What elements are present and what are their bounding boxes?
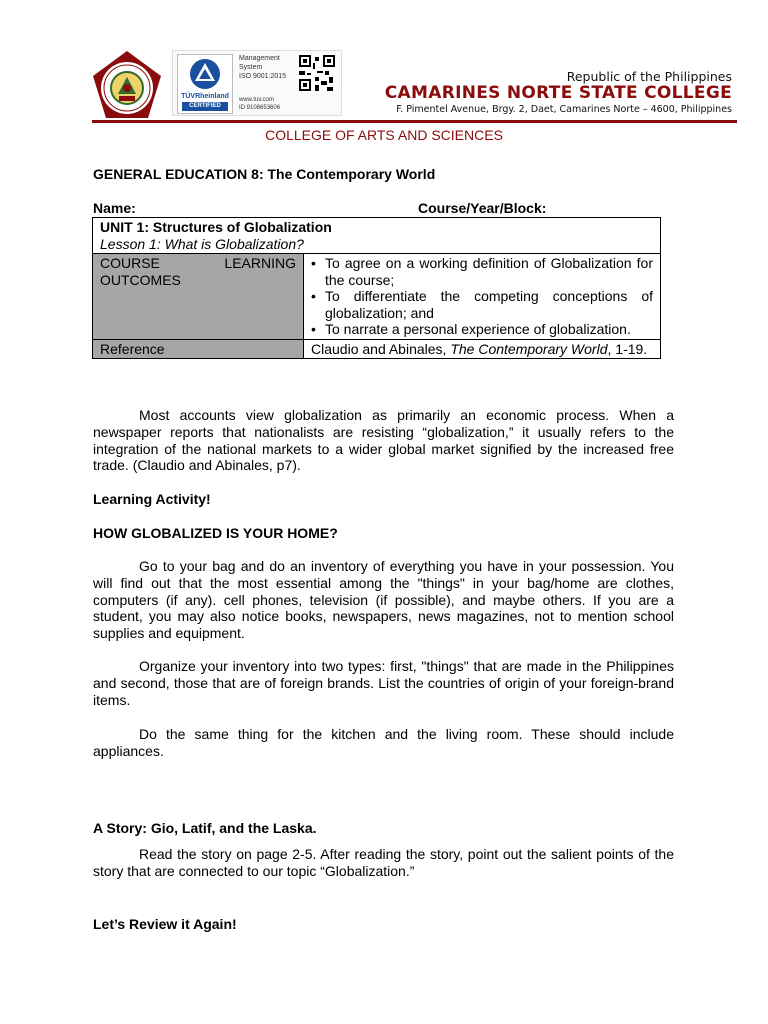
learning-activity-heading: Learning Activity!: [93, 491, 211, 507]
unit-cell: [93, 218, 661, 254]
certified-label: CERTIFIED: [182, 102, 228, 111]
how-globalized-heading: HOW GLOBALIZED IS YOUR HOME?: [93, 525, 338, 541]
reference-pages: , 1-19.: [607, 340, 648, 357]
intro-paragraph: Most accounts view globalization as primarily an economic process. When a newspaper reports that nationalists are resisting “globalization,” it usually refers to the integration of the national markets to a wider global market signified by the increased free trade. (Claudio and Abinales, p7).: [93, 407, 674, 474]
college-address: F. Pimentel Avenue, Brgy. 2, Daet, Camarines Norte – 4600, Philippines: [396, 104, 732, 115]
republic-text: Republic of the Philippines: [566, 69, 732, 84]
outcome-item: • To narrate a personal experience of globalization.: [311, 321, 653, 338]
unit-table: [92, 217, 661, 359]
tuv-logo: [177, 54, 233, 114]
review-heading: Let’s Review it Again!: [93, 916, 237, 932]
organize-paragraph: Organize your inventory into two types: first, "things" that are made in the Philippines and second, those that are of foreign brands. List the countries of origin of your foreign-brand items.: [93, 658, 674, 708]
management-system-text: Management System ISO 9001:2015: [239, 55, 287, 80]
outcomes-list: [311, 255, 653, 338]
outcomes-cell: [304, 254, 661, 340]
lesson-title: Lesson 1: What is Globalization?: [100, 235, 304, 252]
unit-title: UNIT 1: Structures of Globalization: [100, 219, 332, 235]
reference-label-cell: [93, 339, 304, 359]
tuv-triangle-icon: [178, 55, 232, 93]
outcomes-label: COURSE LEARNING OUTCOMES: [100, 255, 296, 288]
reference-cell: [304, 339, 661, 359]
reference-row: [93, 339, 661, 359]
department-title: COLLEGE OF ARTS AND SCIENCES: [265, 127, 503, 143]
reference-label: Reference: [100, 340, 165, 357]
college-name: CAMARINES NORTE STATE COLLEGE: [384, 83, 732, 103]
subject-title: GENERAL EDUCATION 8: The Contemporary World: [93, 166, 436, 182]
story-heading: A Story: Gio, Latif, and the Laska.: [93, 820, 317, 836]
outcome-item: • To agree on a working definition of Globalization for the course;: [311, 255, 653, 288]
reference-authors: Claudio and Abinales,: [311, 340, 451, 357]
iso-certification-badge: [172, 50, 342, 116]
college-seal-logo: [92, 50, 162, 120]
outcomes-row: [93, 254, 661, 340]
certification-url: www.tuv.com ID 9108653606: [239, 97, 281, 111]
qr-code-icon: [297, 53, 337, 93]
story-paragraph: Read the story on page 2-5. After reading the story, point out the salient points of the story that are connected to our topic “Globalization.”: [93, 846, 674, 879]
header-divider: [92, 120, 737, 123]
reference-book-title: The Contemporary World: [450, 340, 608, 357]
outcome-item: • To differentiate the competing conceptions of globalization; and: [311, 288, 653, 321]
name-label: Name:: [93, 200, 136, 216]
kitchen-paragraph: Do the same thing for the kitchen and the living room. These should include appliances.: [93, 726, 674, 759]
unit-row: [93, 218, 661, 254]
outcomes-label-cell: [93, 254, 304, 340]
inventory-paragraph: Go to your bag and do an inventory of everything you have in your possession. You will find out that the most essential among the "things" in your bag/home are clothes, computers (if any). cell phones, television (if possible), and maybe others. If you are a student, you may also notice books, newspapers, news magazines, not to mention school supplies and equipment.: [93, 558, 674, 642]
course-year-block-label: Course/Year/Block:: [418, 200, 547, 216]
tuv-brand: TÜVRheinland: [181, 93, 229, 100]
